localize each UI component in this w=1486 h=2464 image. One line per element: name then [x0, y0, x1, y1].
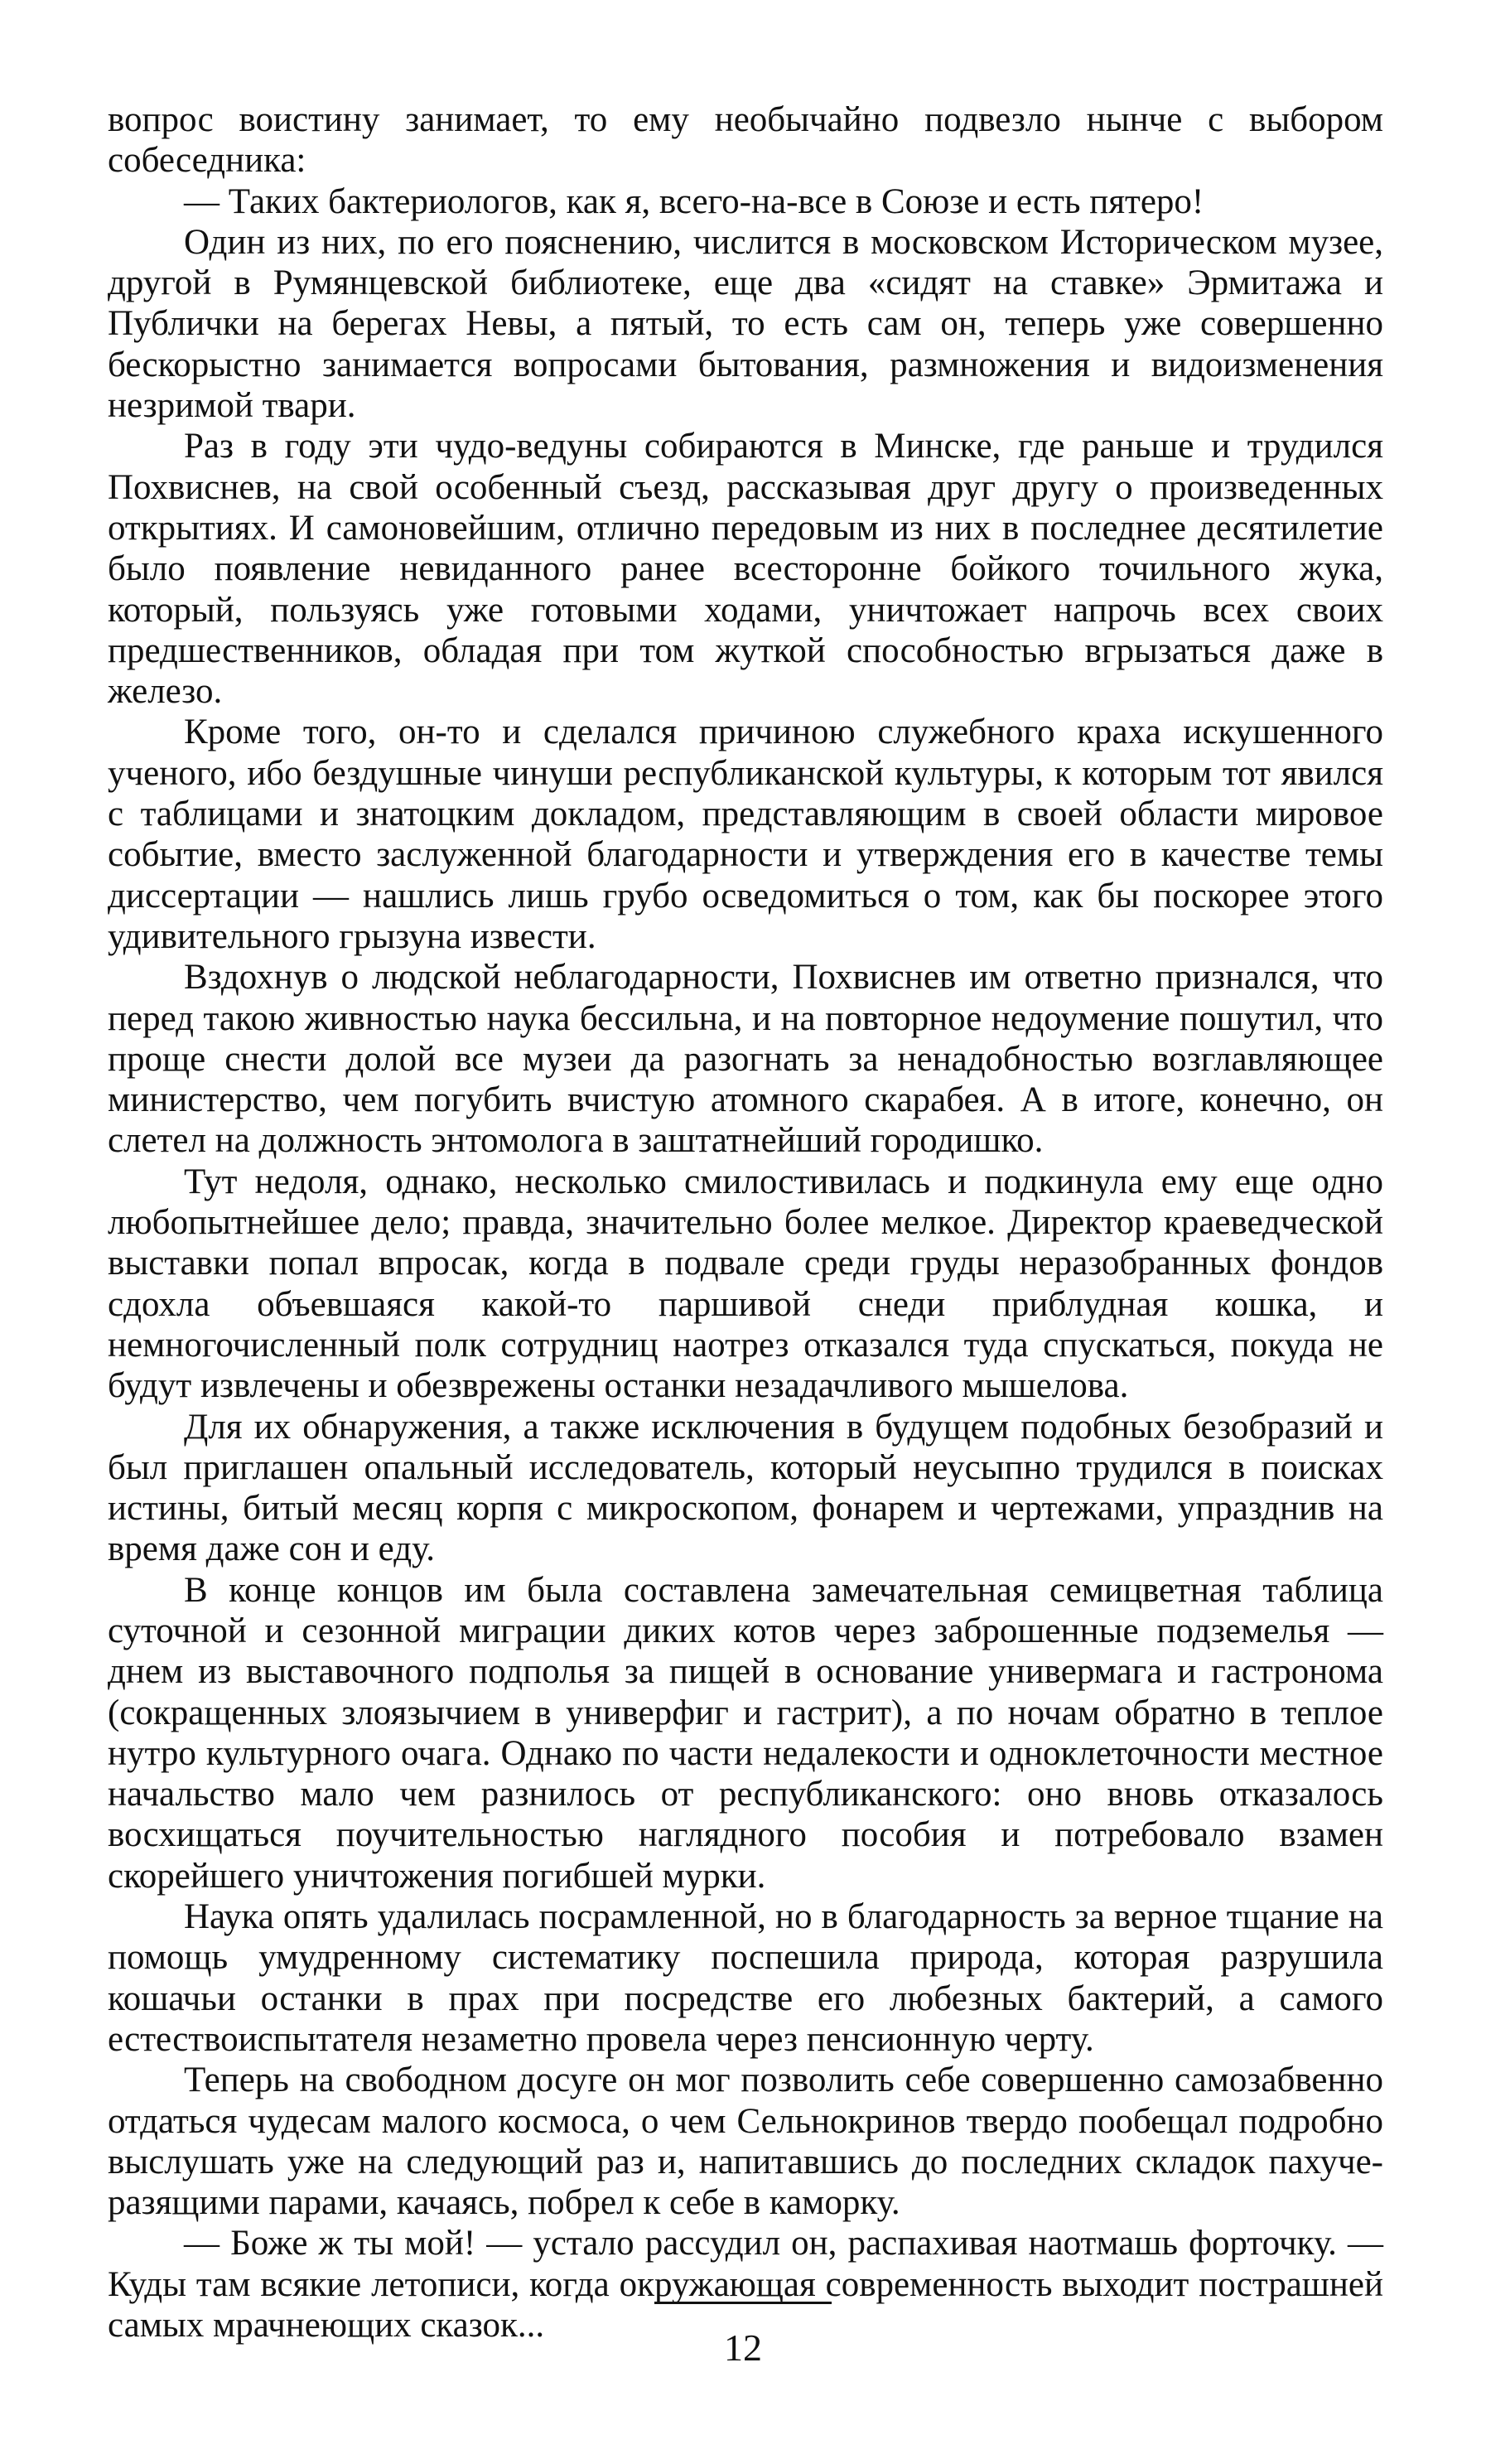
paragraph-8: Для их обнаружения, а также исключения в будущем подобных безобразий и был приглашен опальный исследователь, который неусыпно трудился в поисках истины, битый месяц корпя с микроскопом, фонарем и чертежами, упразднив на время даже сон и еду.	[108, 1407, 1383, 1569]
page-body	[108, 99, 1383, 2346]
paragraph-1: вопрос воистину занимает, то ему необычайно подвезло нынче с выбором собеседника:	[108, 100, 1383, 181]
page-number: 12	[724, 2326, 762, 2369]
footer-rule	[654, 2302, 832, 2304]
paragraph-6: Вздохнув о людской неблагодарности, Похвиснев им ответно признался, что перед такою живностью наука бессильна, и на повторное недоумение пошутил, что проще снести долой все музеи да разогнать за ненадобностью возглавляющее министерство, чем погубить вчистую атомного скарабея. А в итоге, конечно, он слетел на должность энтомолога в заштатнейший городишко.	[108, 958, 1383, 1161]
paragraph-11: Теперь на свободном досуге он мог позволить себе совершенно самозабвенно отдаться чудесам малого космоса, о чем Сельнокринов твердо пообещал подробно выслушать уже на следующий раз и, напитавшись до последних складок пахуче-разящими парами, качаясь, побрел к себе в каморку.	[108, 2061, 1383, 2223]
paragraph-4: Раз в году эти чудо-ведуны собираются в Минске, где раньше и трудился Похвиснев, на свой особенный съезд, рассказывая друг другу о произведенных открытиях. И самоновейшим, отлично передовым из них в последнее десятилетие было появление невиданного ранее всесторонне бойкого точильного жука, который, пользуясь уже готовыми ходами, уничтожает напрочь всех своих предшественников, обладая при том жуткой способностью вгрызаться даже в железо.	[108, 427, 1383, 712]
paragraph-10: Наука опять удалилась посрамленной, но в благодарность за верное тщание на помощь умудренному систематику поспешила природа, которая разрушила кошачьи останки в прах при посредстве его любезных бактерий, а самого естествоиспытателя незаметно провела через пенсионную черту.	[108, 1897, 1383, 2059]
paragraph-5: Кроме того, он-то и сделался причиною служебного краха искушенного ученого, ибо бездушные чинуши республиканской культуры, к которым тот явился с таблицами и знатоцким докладом, представляющим в своей области мировое событие, вместо заслуженной благодарности и утверждения его в качестве темы диссертации — нашлись лишь грубо осведомиться о том, как бы поскорее этого удивительного грызуна извести.	[108, 713, 1383, 956]
paragraph-12: — Боже ж ты мой! — устало рассудил он, распахивая наотмашь форточку. — Куды там всякие летописи, когда окружающая современность выходит пострашней самых мрачнеющих сказок...	[108, 2224, 1383, 2346]
paragraph-3: Один из них, по его пояснению, числится в московском Историческом музее, другой в Румянцевской библиотеке, еще два «сидят на ставке» Эрмитажа и Публички на берегах Невы, а пятый, то есть сам он, теперь уже совершенно бескорыстно занимается вопросами бытования, размножения и видоизменения незримой твари.	[108, 222, 1383, 426]
paragraph-2: — Таких бактериологов, как я, всего-на-все в Союзе и есть пятеро!	[184, 181, 1204, 221]
paragraph-7: Тут недоля, однако, несколько смилостивилась и подкинула ему еще одно любопытнейшее дело; правда, значительно более мелкое. Директор краеведческой выставки попал впросак, когда в подвале среди груды неразобранных фондов сдохла объевшаяся какой-то паршивой снеди приблудная кошка, и немногочисленный полк сотрудниц наотрез отказался туда спускаться, покуда не будут извлечены и обезврежены останки незадачливого мышелова.	[108, 1162, 1383, 1406]
paragraph-9: В конце концов им была составлена замечательная семицветная таблица суточной и сезонной миграции диких котов через заброшенные подземелья — днем из выставочного подполья за пищей в основание универмага и гастронома (сокращенных злоязычием в универфиг и гастрит), а по ночам обратно в теплое нутро культурного очага. Однако по части недалекости и одноклеточности местное начальство мало чем разнилось от республиканского: оно вновь отказалось восхищаться поучительностью наглядного пособия и потребовало взамен скорейшего уничтожения погибшей мурки.	[108, 1570, 1383, 1896]
